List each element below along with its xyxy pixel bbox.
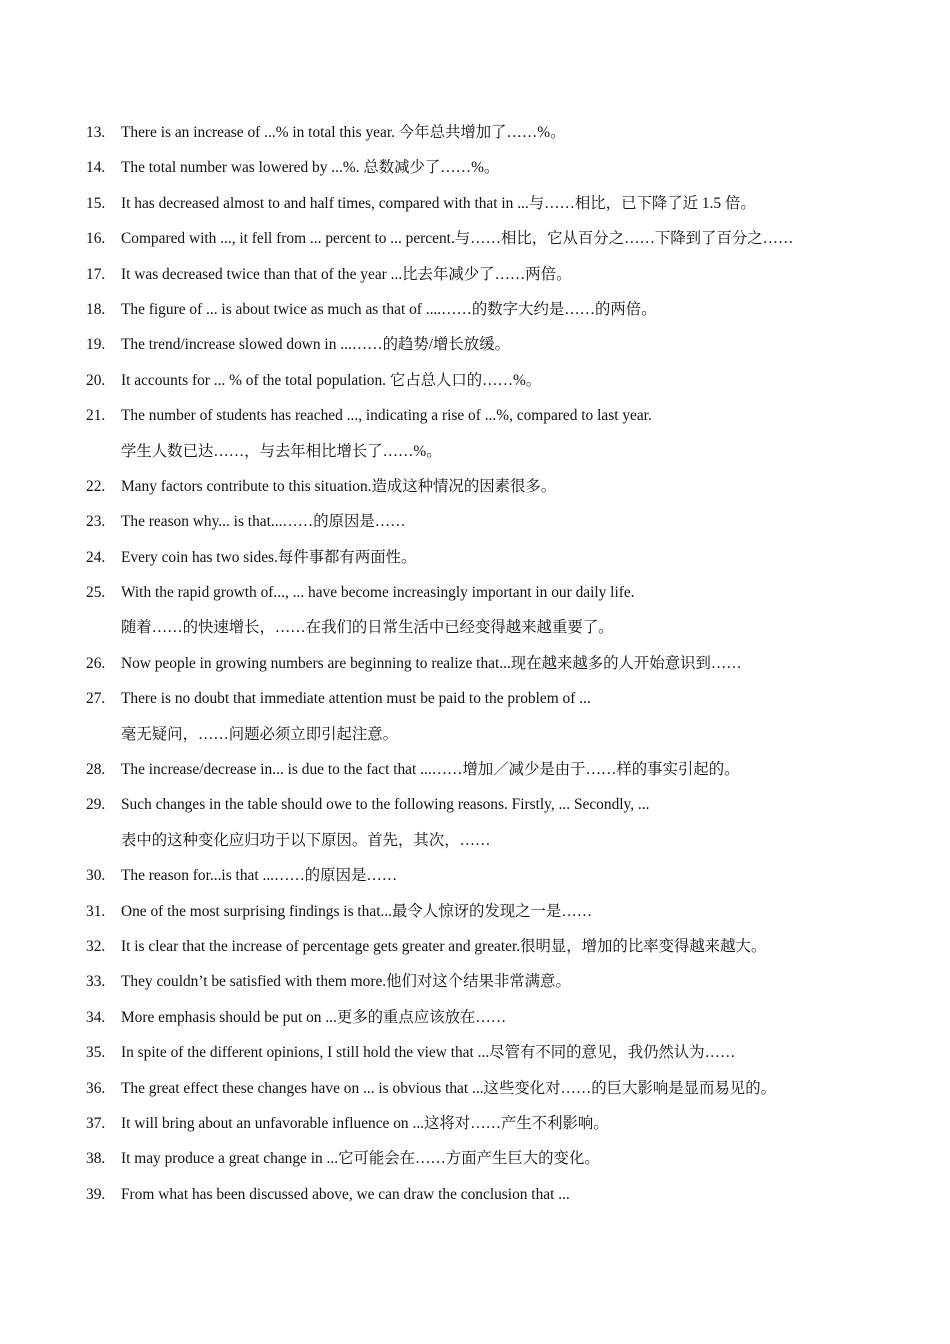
item-number: 33. [86, 973, 106, 991]
item-number: 27. [86, 690, 106, 708]
list-item [86, 681, 886, 716]
list-item [86, 150, 886, 185]
item-text: The total number was lowered by ...%. 总数减少了……%。 [121, 159, 500, 177]
item-number: 18. [86, 300, 106, 318]
item-text: There is an increase of ...% in total this year. 今年总共增加了……%。 [121, 124, 566, 141]
list-item [86, 858, 886, 893]
item-number: 20. [86, 371, 106, 389]
item-number: 38. [86, 1150, 106, 1168]
list-item [86, 469, 886, 504]
list-item [86, 1106, 886, 1141]
item-text: The number of students has reached ..., indicating a rise of ...%, compared to last year. [121, 407, 652, 425]
item-text: One of the most surprising findings is that...最令人惊讶的发现之一是…… [121, 902, 593, 920]
item-text: The reason for...is that ...……的原因是…… [121, 867, 398, 885]
item-translation: 表中的这种变化应归功于以下原因。首先，其次，…… [121, 831, 491, 849]
item-text: The great effect these changes have on ... is obvious that ...这些变化对……的巨大影响是显而易见的。 [121, 1079, 776, 1097]
item-number: 19. [86, 336, 106, 354]
list-item [86, 504, 886, 539]
item-number: 30. [86, 867, 106, 885]
item-translation: 随着……的快速增长，……在我们的日常生活中已经变得越来越重要了。 [121, 619, 614, 637]
list-item [86, 1071, 886, 1106]
list-item [86, 257, 886, 292]
item-translation: 学生人数已达……，与去年相比增长了……%。 [121, 442, 442, 460]
item-number: 22. [86, 477, 106, 495]
phrase-list [86, 115, 886, 1212]
item-number: 15. [86, 194, 106, 212]
item-number: 31. [86, 902, 106, 920]
item-number: 24. [86, 548, 106, 566]
item-text: The reason why... is that...……的原因是…… [121, 513, 406, 531]
item-number: 16. [86, 230, 106, 248]
list-item [86, 646, 886, 681]
item-text: Now people in growing numbers are beginning to realize that...现在越来越多的人开始意识到…… [121, 654, 742, 672]
item-text: It was decreased twice than that of the year ...比去年减少了……两倍。 [121, 265, 572, 283]
item-text: Compared with ..., it fell from ... percent to ... percent.与……相比，它从百分之……下降到了百分之…… [121, 230, 794, 248]
list-item [86, 398, 886, 433]
list-item [86, 1035, 886, 1070]
item-text: The figure of ... is about twice as much as that of ....……的数字大约是……的两倍。 [121, 300, 657, 318]
list-item [86, 363, 886, 398]
item-number: 36. [86, 1079, 106, 1097]
item-text: Such changes in the table should owe to the following reasons. Firstly, ... Secondly, ... [121, 796, 650, 814]
item-text: It has decreased almost to and half times, compared with that in ...与……相比，已下降了近 1.5 倍。 [121, 194, 756, 212]
item-number: 29. [86, 796, 106, 814]
item-number: 14. [86, 159, 106, 177]
item-number: 35. [86, 1044, 106, 1062]
item-text: The trend/increase slowed down in ...……的趋势/增长放缓。 [121, 336, 510, 354]
item-number: 21. [86, 407, 106, 425]
list-item [86, 894, 886, 929]
item-text: In spite of the different opinions, I still hold the view that ...尽管有不同的意见，我仍然认为…… [121, 1044, 736, 1062]
list-item [86, 221, 886, 256]
list-item [86, 575, 886, 610]
item-number: 13. [86, 124, 106, 141]
item-text: From what has been discussed above, we can draw the conclusion that ... [121, 1185, 570, 1203]
item-text: They couldn’t be satisfied with them more.他们对这个结果非常满意。 [121, 973, 571, 991]
list-item [86, 929, 886, 964]
item-text: It is clear that the increase of percentage gets greater and greater.很明显，增加的比率变得越来越大。 [121, 937, 767, 955]
list-item [86, 1141, 886, 1176]
item-number: 34. [86, 1008, 106, 1026]
item-number: 23. [86, 513, 106, 531]
list-item [86, 115, 886, 150]
item-number: 37. [86, 1114, 106, 1132]
list-item [86, 540, 886, 575]
list-item [86, 186, 886, 221]
item-number: 28. [86, 761, 106, 779]
item-number: 25. [86, 584, 106, 602]
item-text: With the rapid growth of..., ... have become increasingly important in our daily life. [121, 584, 635, 602]
item-number: 32. [86, 937, 106, 955]
list-item [86, 752, 886, 787]
item-text: Many factors contribute to this situation.造成这种情况的因素很多。 [121, 477, 557, 495]
item-number: 39. [86, 1185, 106, 1203]
list-item [86, 964, 886, 999]
item-text: The increase/decrease in... is due to the fact that ...……增加／减少是由于……样的事实引起的。 [121, 761, 740, 779]
list-item [86, 787, 886, 822]
list-item [86, 327, 886, 362]
list-item [86, 1000, 886, 1035]
item-text: There is no doubt that immediate attention must be paid to the problem of ... [121, 690, 591, 708]
item-text: It may produce a great change in ...它可能会在……方面产生巨大的变化。 [121, 1150, 600, 1168]
list-item [86, 1177, 886, 1212]
list-item [86, 292, 886, 327]
item-translation: 毫无疑问，……问题必须立即引起注意。 [121, 725, 399, 743]
item-text: It will bring about an unfavorable influence on ...这将对……产生不利影响。 [121, 1114, 609, 1132]
item-text: It accounts for ... % of the total population. 它占总人口的……%。 [121, 371, 542, 389]
item-text: More emphasis should be put on ...更多的重点应该放在…… [121, 1008, 507, 1026]
item-number: 26. [86, 654, 106, 672]
item-number: 17. [86, 265, 106, 283]
item-text: Every coin has two sides.每件事都有两面性。 [121, 548, 417, 566]
